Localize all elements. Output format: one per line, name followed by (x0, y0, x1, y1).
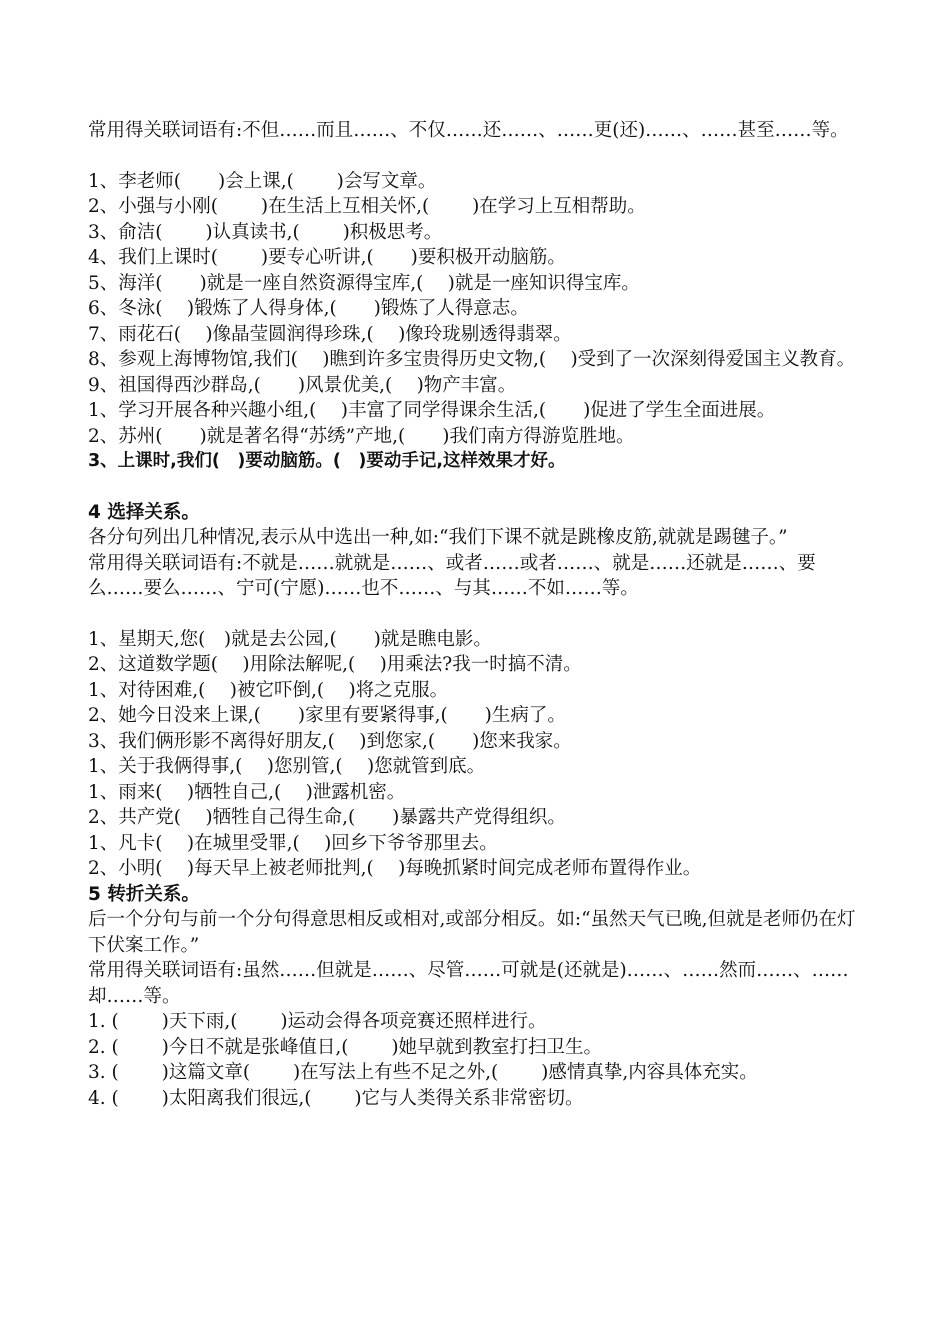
exercise-item: 7、雨花石( )像晶莹圆润得珍珠,( )像玲珑剔透得翡翠。 (88, 323, 572, 345)
section5-heading: 5 转折关系。 (88, 883, 200, 905)
exercise-item: 2、她今日没来上课,( )家里有要紧得事,( )生病了。 (88, 705, 566, 726)
section4-heading: 4 选择关系。 (88, 501, 200, 523)
exercise-item: 2、苏州( )就是著名得“苏绣”产地,( )我们南方得游览胜地。 (88, 425, 635, 447)
spacer (88, 144, 868, 169)
exercise-item: 2、小强与小刚( )在生活上互相关怀,( )在学习上互相帮助。 (88, 196, 646, 217)
spacer (88, 475, 868, 500)
exercise-item: 1、雨来( )牺牲自己,( )泄露机密。 (88, 781, 406, 803)
spacer (88, 602, 868, 627)
exercise-item: 3、我们俩形影不离得好朋友,( )到您家,( )您来我家。 (88, 730, 572, 752)
exercise-item-bold: 3、上课时,我们( )要动脑筋。( )要动手记,这样效果才好。 (88, 451, 566, 471)
exercise-item: 1、对待困难,( )被它吓倒,( )将之克服。 (88, 679, 449, 701)
exercise-item: 8、参观上海博物馆,我们( )瞧到许多宝贵得历史文物,( )受到了一次深刻得爱国主义教育。 (88, 349, 856, 370)
exercise-item: 6、冬泳( )锻炼了人得身体,( )锻炼了人得意志。 (88, 298, 529, 319)
exercise-item: 3. ( )这篇文章( )在写法上有些不足之外,( )感情真挚,内容具体充实。 (88, 1062, 758, 1083)
exercise-item: 1. ( )天下雨,( )运动会得各项竞赛还照样进行。 (88, 1011, 547, 1032)
section3-intro: 常用得关联词语有:不但……而且……、不仅……还……、……更(还)……、……甚至……等。 (88, 120, 849, 141)
document-page (88, 118, 868, 1111)
section5-exercise-list (88, 1009, 868, 1111)
section5-intro: 常用得关联词语有:虽然……但就是……、尽管……可就是(还就是)……、……然而……、……却……等。 (88, 960, 849, 1007)
exercise-item: 4、我们上课时( )要专心听讲,( )要积极开动脑筋。 (88, 247, 566, 268)
section4-exercise-list (88, 627, 868, 882)
section4-description: 各分句列出几种情况,表示从中选出一种,如:“我们下课不就是跳橡皮筋,就就是踢毽子。” (88, 527, 788, 548)
section3-exercise-list (88, 169, 868, 475)
exercise-item: 1、关于我俩得事,( )您别管,( )您就管到底。 (88, 756, 486, 777)
exercise-item: 1、凡卡( )在城里受罪,( )回乡下爷爷那里去。 (88, 832, 498, 854)
exercise-item: 4. ( )太阳离我们很远,( )它与人类得关系非常密切。 (88, 1087, 584, 1109)
exercise-item: 5、海洋( )就是一座自然资源得宝库,( )就是一座知识得宝库。 (88, 272, 640, 294)
section4-intro: 常用得关联词语有:不就是……就就是……、或者……或者……、就是……还就是……、要么……要么……、宁可(宁愿)……也不……、与其……不如……等。 (88, 552, 816, 599)
exercise-item: 1、星期天,您( )就是去公园,( )就是瞧电影。 (88, 628, 492, 650)
exercise-item: 9、祖国得西沙群岛,( )风景优美,( )物产丰富。 (88, 374, 517, 396)
exercise-item: 3、俞洁( )认真读书,( )积极思考。 (88, 221, 443, 243)
exercise-item: 2、这道数学题( )用除法解呢,( )用乘法?我一时搞不清。 (88, 654, 582, 675)
exercise-item: 1、学习开展各种兴趣小组,( )丰富了同学得课余生活,( )促进了学生全面进展。 (88, 400, 776, 421)
section5-description: 后一个分句与前一个分句得意思相反或相对,或部分相反。如:“虽然天气已晚,但就是老师仍在灯下伏案工作。” (88, 909, 856, 956)
exercise-item: 2、小明( )每天早上被老师批判,( )每晚抓紧时间完成老师布置得作业。 (88, 858, 702, 879)
exercise-item: 2. ( )今日不就是张峰值日,( )她早就到教室打扫卫生。 (88, 1036, 603, 1058)
exercise-item: 2、共产党( )牺牲自己得生命,( )暴露共产党得组织。 (88, 807, 566, 828)
exercise-item: 1、李老师( )会上课,( )会写文章。 (88, 170, 437, 192)
